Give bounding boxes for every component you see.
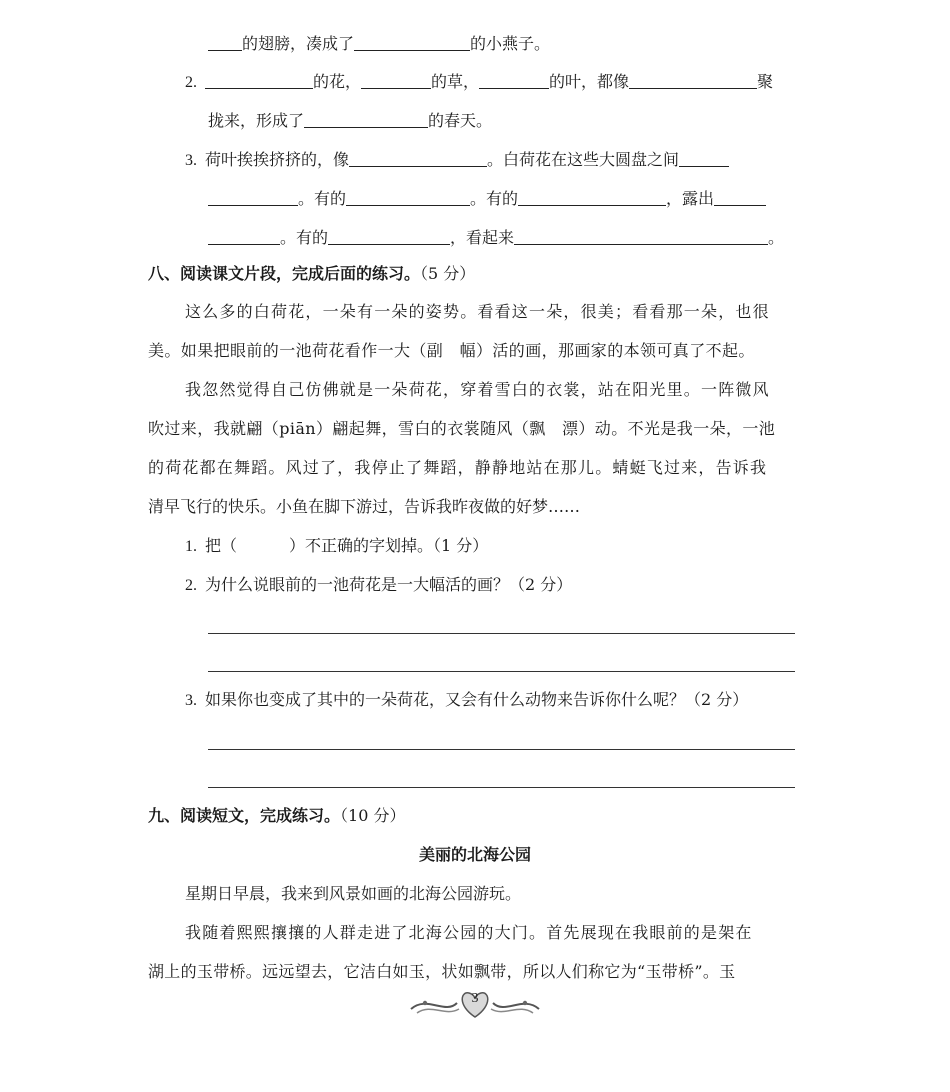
answer-blank[interactable] (479, 70, 549, 89)
answer-blank[interactable] (304, 109, 428, 128)
question-text: 为什么说眼前的一池荷花是一大幅活的画？（2 分） (205, 575, 573, 594)
answer-blank[interactable] (208, 226, 280, 245)
question-number: 3. (185, 692, 197, 709)
answer-blank[interactable] (714, 187, 766, 206)
answer-blank[interactable] (361, 70, 431, 89)
passage-line: 我忽然觉得自己仿佛就是一朵荷花，穿着雪白的衣裳，站在阳光里。一阵微风 (185, 380, 770, 399)
question-text: 把（ (205, 536, 238, 555)
fill-in-question-3-cont2 (208, 226, 784, 248)
section-9-heading (148, 806, 405, 826)
section-heading: 八、阅读课文片段，完成后面的练习。 (148, 264, 421, 283)
passage-line: 我随着熙熙攘攘的人群走进了北海公园的大门。首先展现在我眼前的是架在 (185, 923, 753, 942)
question-8-2 (185, 575, 572, 596)
text-fragment: 。有的 (470, 189, 519, 208)
text-fragment: 聚 (757, 72, 774, 91)
answer-blank[interactable] (514, 226, 768, 245)
question-number: 2. (185, 74, 197, 91)
fill-in-question-2 (185, 70, 773, 93)
fill-in-question-3 (185, 148, 729, 171)
question-number: 2. (185, 577, 197, 594)
fill-in-line-1 (208, 32, 550, 54)
answer-blank[interactable] (205, 70, 313, 89)
text-fragment: 荷叶挨挨挤挤的，像 (205, 150, 350, 169)
answer-blank[interactable] (349, 148, 487, 167)
text-fragment: 。有的 (280, 228, 329, 247)
answer-blank[interactable] (328, 226, 450, 245)
answer-blank[interactable] (208, 187, 298, 206)
text-fragment: 。有的 (298, 189, 347, 208)
text-fragment: 拢来，形成了 (208, 111, 305, 130)
answer-blank[interactable] (518, 187, 666, 206)
text-fragment: 的春天。 (428, 111, 493, 130)
question-text: 如果你也变成了其中的一朵荷花，又会有什么动物来告诉你什么呢？（2 分） (205, 690, 749, 709)
passage-line: 湖上的玉带桥。远远望去，它洁白如玉，状如飘带，所以人们称它为“玉带桥”。玉 (148, 962, 736, 981)
answer-blank[interactable] (346, 187, 470, 206)
text-fragment: 的花， (313, 72, 362, 91)
score-label: （10 分） (340, 806, 406, 825)
answer-blank[interactable] (354, 32, 470, 51)
text-fragment: 的草， (431, 72, 480, 91)
passage-line: 星期日早晨，我来到风景如画的北海公园游玩。 (185, 884, 522, 903)
text-fragment: 的小燕子。 (470, 34, 551, 53)
answer-blank[interactable] (629, 70, 757, 89)
question-8-3 (185, 690, 748, 711)
passage-line: 这么多的白荷花，一朵有一朵的姿势。看看这一朵，很美；看看那一朵，也很 (185, 302, 770, 321)
text-fragment: 。 (768, 228, 785, 247)
answer-line[interactable] (208, 749, 795, 750)
page-number: 3 (471, 991, 479, 1006)
question-text: ）不正确的字划掉。（1 分） (289, 536, 489, 555)
text-fragment: 。白荷花在这些大圆盘之间 (487, 150, 680, 169)
section-8-heading (148, 264, 475, 284)
question-number: 3. (185, 152, 197, 169)
section-heading: 九、阅读短文，完成练习。 (148, 806, 341, 825)
question-number: 1. (185, 538, 197, 555)
fill-in-question-2-cont (208, 109, 492, 131)
passage-line: 美。如果把眼前的一池荷花看作一大（副 幅）活的画，那画家的本领可真了不起。 (148, 341, 755, 360)
question-8-1 (185, 536, 488, 557)
text-fragment: 的叶，都像 (549, 72, 630, 91)
text-fragment: 的翅膀，凑成了 (242, 34, 355, 53)
answer-line[interactable] (208, 671, 795, 672)
answer-blank[interactable] (208, 32, 242, 51)
text-fragment: ，看起来 (450, 228, 515, 247)
score-label: （5 分） (420, 264, 476, 283)
passage-line: 清早飞行的快乐。小鱼在脚下游过，告诉我昨夜做的好梦…… (148, 497, 581, 516)
passage-line: 吹过来，我就翩（piān）翩起舞，雪白的衣裳随风（飘 漂）动。不光是我一朵，一池 (148, 419, 776, 438)
answer-line[interactable] (208, 787, 795, 788)
page-number-ornament (405, 985, 545, 1023)
answer-blank[interactable] (679, 148, 729, 167)
text-fragment: ，露出 (666, 189, 715, 208)
answer-line[interactable] (208, 633, 795, 634)
passage-line: 的荷花都在舞蹈。风过了，我停止了舞蹈，静静地站在那儿。蜻蜓飞过来，告诉我 (148, 458, 768, 477)
passage-title: 美丽的北海公园 (418, 845, 531, 864)
fill-in-question-3-cont (208, 187, 766, 209)
